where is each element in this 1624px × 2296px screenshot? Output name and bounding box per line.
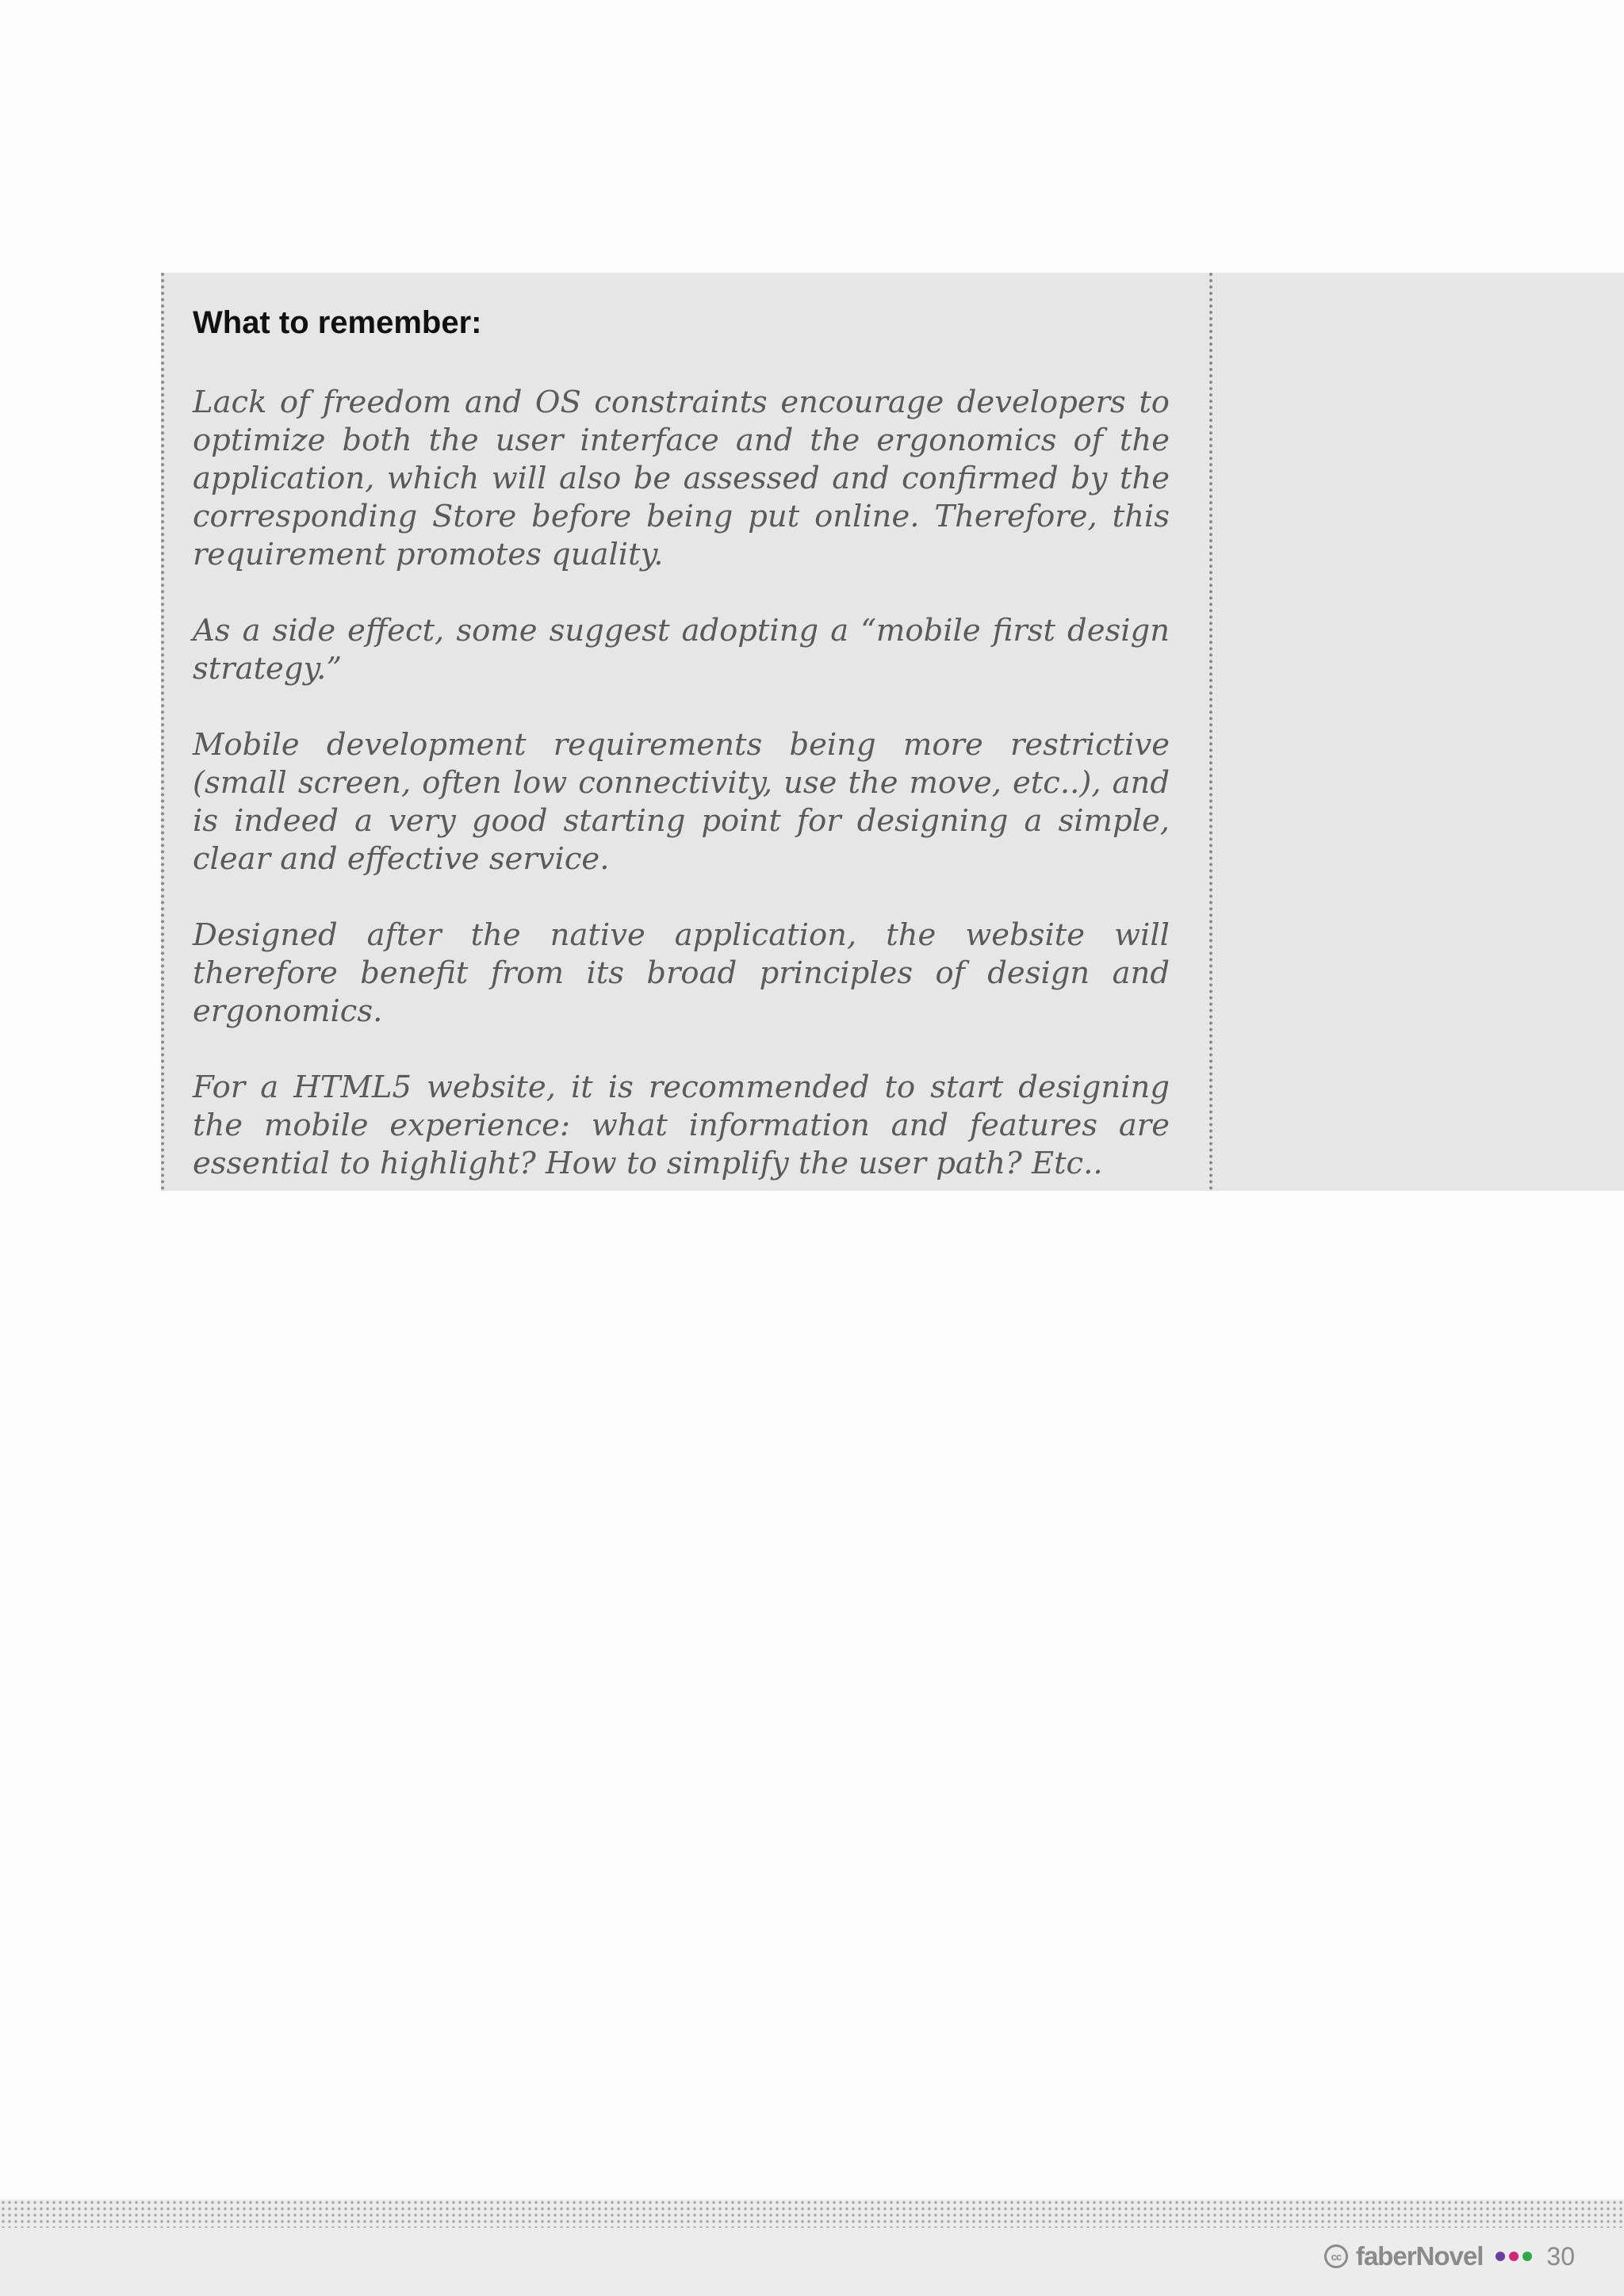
callout-paragraph-quality: Lack of freedom and OS constraints encourage developers to optimize both the user interface and the ergonomics of the application, which will also be assessed and confirmed by the corresponding Store before being put online. Therefore, this requirement promotes quality. (193, 385, 1170, 572)
brand-dot-green (1522, 2252, 1532, 2261)
callout-paragraph-mobile-first: As a side effect, some suggest adopting a “mobile first design strategy.” (193, 613, 1170, 687)
brand-name: faberNovel (1355, 2241, 1484, 2271)
what-to-remember-callout (161, 273, 1624, 1191)
page-footer (0, 2199, 1624, 2296)
footer-dotted-band (0, 2199, 1624, 2228)
footer-brand (1324, 2241, 1575, 2272)
brand-dot-purple (1496, 2252, 1505, 2261)
callout-heading: What to remember: (193, 305, 482, 340)
brand-dot-pink (1509, 2252, 1519, 2261)
page-number: 30 (1546, 2241, 1575, 2271)
callout-dotted-divider (1209, 273, 1212, 1191)
callout-paragraph-restrictive: Mobile development requirements being more restrictive (small screen, often low connectivity, use the move, etc..), and is indeed a very good starting point for designing a simple, clear and effective service. (193, 727, 1170, 877)
creative-commons-icon: cc (1324, 2244, 1348, 2268)
callout-content (193, 303, 1170, 1183)
callout-side-panel (1212, 273, 1624, 1191)
callout-paragraph-html5: For a HTML5 website, it is recommended to start designing the mobile experience: what information and features are essential to highlight? How to simplify the user path? Etc.. (193, 1070, 1170, 1181)
brand-dots-icon (1496, 2252, 1532, 2261)
callout-paragraph-native-design: Designed after the native application, the website will therefore benefit from its broad principles of design and ergonomics. (193, 917, 1170, 1029)
callout-left-dotted-border (161, 273, 164, 1191)
